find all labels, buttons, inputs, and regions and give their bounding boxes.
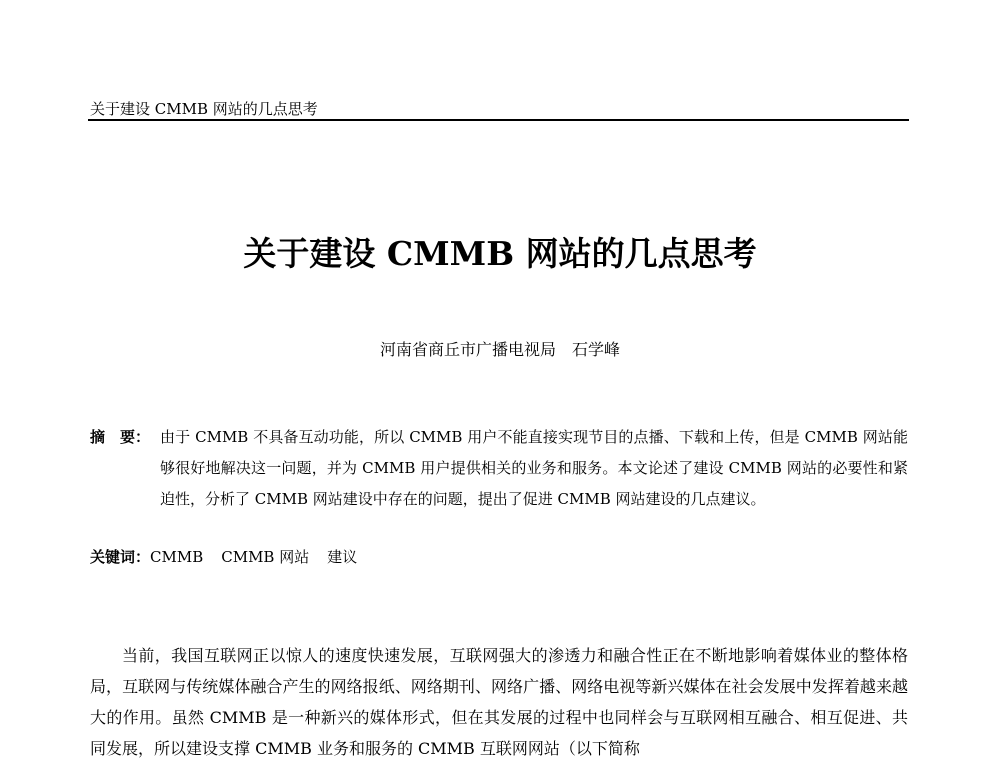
body-paragraph: 当前，我国互联网正以惊人的速度快速发展，互联网强大的渗透力和融合性正在不断地影响着媒体业的整体格局，互联网与传统媒体融合产生的网络报纸、网络期刊、网络广播、网络电视等新兴媒体在社会发展中发挥着越来越大的作用。虽然 CMMB 是一种新兴的媒体形式，但在其发展的过程中也同样会与互联网相互融合、相互促进、共同发展，所以建设支撑 CMMB 业务和服务的 CMMB 互联网网站（以下简称 [90,646,908,758]
abstract-label: 摘 要： [90,428,151,446]
affiliation: 河南省商丘市广播电视局 [379,340,556,359]
header-rule [88,119,909,121]
keyword: CMMB 网站 [221,548,310,566]
keywords-label: 关键词： [90,548,151,566]
running-header: 关于建设 CMMB 网站的几点思考 [90,100,318,118]
author-name: 石学峰 [572,340,621,359]
keywords [90,546,375,567]
author-line [0,337,1000,360]
keyword: CMMB [150,548,204,566]
keyword: 建议 [327,548,358,566]
article-title: 关于建设 CMMB 网站的几点思考 [243,234,757,273]
abstract [90,422,908,515]
abstract-text: 由于 CMMB 不具备互动功能，所以 CMMB 用户不能直接实现节目的点播、下载和上传，但是 CMMB 网站能够很好地解决这一问题，并为 CMMB 用户提供相关的业务和服务。本文论述了建设 CMMB 网站的必要性和紧迫性，分析了 CMMB 网站建设中存在的问题，提出了促进 CMMB 网站建设的几点建议。 [160,428,908,508]
